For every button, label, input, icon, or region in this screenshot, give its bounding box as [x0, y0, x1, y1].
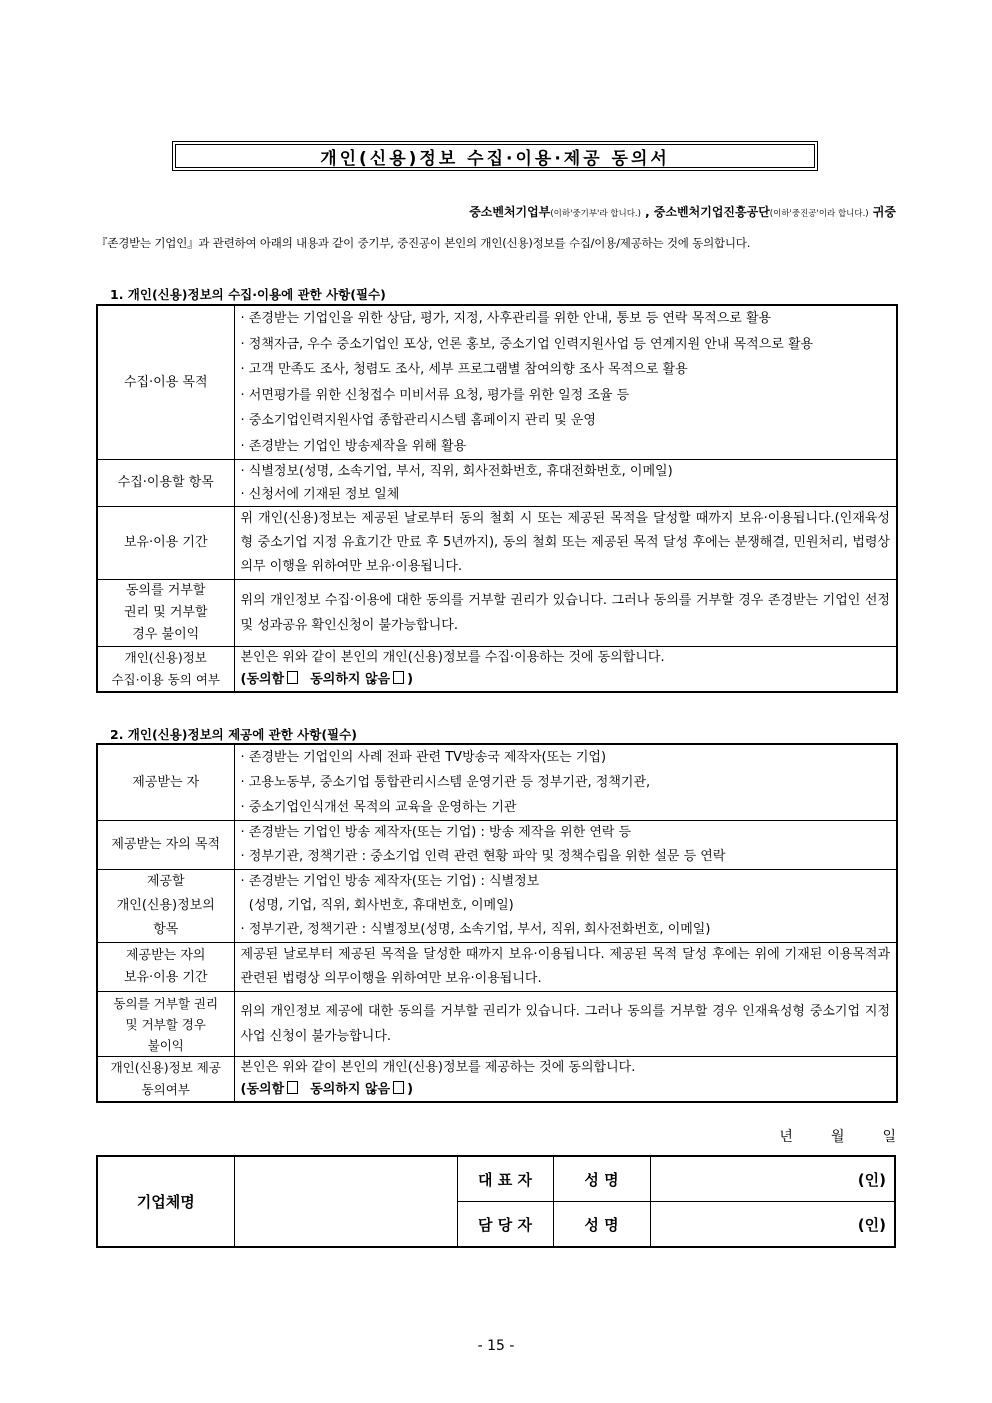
section2-table — [96, 743, 898, 1103]
section1-title: 1. 개인(신용)정보의 수집·이용에 관한 사항(필수) — [110, 287, 386, 302]
list-item: · 정책자금, 우수 중소기업인 포상, 언론 홍보, 중소기업 인력지원사업 등 연계지원 안내 목적으로 활용 — [240, 336, 814, 352]
addressee-line — [469, 203, 896, 220]
page-number: - 15 - — [477, 1338, 515, 1354]
disagree-checkbox[interactable] — [393, 1081, 404, 1094]
s1-purpose-content — [234, 305, 897, 460]
label-line: 개인(신용)정보 — [124, 650, 207, 665]
date-month[interactable]: 월 — [830, 1129, 845, 1145]
rep-seal-mark: (인) — [857, 1170, 886, 1189]
addressee-org2: 중소벤처기업진흥공단 — [653, 205, 770, 219]
signature-table — [96, 1155, 896, 1248]
s2-purpose-label: 제공받는 자의 목적 — [97, 821, 234, 870]
label-line: 동의를 거부할 — [126, 583, 206, 598]
agree-label: 동의함 — [246, 672, 285, 687]
list-item: · 존경받는 기업인 방송 제작자(또는 기업) : 방송 제작을 위한 연락 등 — [240, 825, 632, 840]
list-item: · 정부기관, 정책기관 : 식별정보(성명, 소속기업, 부서, 직위, 회사전화번호, 이메일) — [240, 922, 711, 937]
document-title: 개인(신용)정보 수집·이용·제공 동의서 — [175, 144, 815, 168]
s2-refuse-row — [97, 992, 897, 1057]
list-item: · 신청서에 기재된 정보 일체 — [240, 487, 400, 502]
consent-options — [241, 669, 891, 691]
s1-items-row — [97, 460, 897, 507]
s1-period-label: 보유·이용 기간 — [97, 507, 234, 580]
s1-refuse-content: 위의 개인정보 수집·이용에 대한 동의를 거부할 권리가 있습니다. 그러나 동의를 거부할 경우 존경받는 기업인 선정 및 성과공유 확인신청이 불가능합니다. — [234, 580, 897, 647]
list-item: (성명, 기업, 직위, 회사번호, 휴대번호, 이메일) — [240, 898, 514, 913]
s1-consent-row — [97, 647, 897, 693]
label-line: 및 거부할 경우 — [125, 1016, 206, 1032]
paren-close: ) — [407, 672, 414, 687]
s1-purpose-label: 수집·이용 목적 — [97, 305, 234, 460]
consent-options — [241, 1079, 891, 1101]
s1-period-content: 위 개인(신용)정보는 제공된 날로부터 동의 철회 시 또는 제공된 목적을 달성할 때까지 보유·이용됩니다.(인재육성형 중소기업 지정 유효기간 만료 후 5년까지), 동의 철회 또는 제공된 목적 달성 후에는 분쟁해결, 민원처리, 법령상 의무 이행을 위하여만 보유·이용됩니다. — [234, 507, 897, 580]
label-line: 제공받는 자의 — [126, 948, 206, 963]
s2-period-content: 제공된 날로부터 제공된 목적을 달성한 때까지 보유·이용됩니다. 제공된 목적 달성 후에는 위에 기재된 이용목적과 관련된 법령상 의무이행을 위하여만 보유·이용됩니다. — [234, 943, 897, 992]
label-line: 동의를 거부할 권리 — [113, 995, 219, 1011]
section1-table — [96, 304, 898, 693]
s2-recipient-row — [97, 744, 897, 821]
s2-period-label — [97, 943, 234, 992]
list-item: · 존경받는 기업인 방송제작을 위해 활용 — [240, 438, 467, 454]
s1-items-content — [234, 460, 897, 507]
paren-close: ) — [407, 1082, 414, 1097]
list-item: · 고용노동부, 중소기업 통합관리시스템 운영기관 등 정부기관, 정책기관, — [240, 775, 651, 790]
company-name-label: 기업체명 — [97, 1156, 234, 1247]
label-line: 제공할 — [146, 874, 185, 889]
s2-items-row — [97, 870, 897, 943]
s1-purpose-row — [97, 305, 897, 460]
list-item: · 중소기업인식개선 목적의 교육을 운영하는 기관 — [240, 800, 517, 815]
consent-statement: 본인은 위와 같이 본인의 개인(신용)정보를 수집·이용하는 것에 동의합니다. — [240, 650, 665, 665]
document-title-box — [172, 141, 818, 171]
s1-refuse-row — [97, 580, 897, 647]
list-item: · 고객 만족도 조사, 청렴도 조사, 세부 프로그램별 참여의향 조사 목적으로 활용 — [240, 362, 688, 377]
s2-refuse-content: 위의 개인정보 제공에 대한 동의를 거부할 권리가 있습니다. 그러나 동의를 거부할 경우 인재육성형 중소기업 지정사업 신청이 불가능합니다. — [234, 992, 897, 1057]
intro-paragraph: 『존경받는 기업인』과 관련하여 아래의 내용과 같이 중기부, 중진공이 본인의 개인(신용)정보를 수집/이용/제공하는 것에 동의합니다. — [96, 236, 751, 250]
list-item: · 중소기업인력지원사업 종합관리시스템 홈페이지 관리 및 운영 — [240, 413, 596, 428]
s1-refuse-label — [97, 580, 234, 647]
s1-consent-label — [97, 647, 234, 693]
s1-consent-content — [234, 647, 897, 693]
label-line: 항목 — [153, 922, 179, 937]
mgr-seal-mark: (인) — [857, 1215, 886, 1234]
label-line: 불이익 — [147, 1037, 184, 1053]
addressee-sep: , — [640, 205, 654, 219]
s2-refuse-label — [97, 992, 234, 1057]
s1-period-row — [97, 507, 897, 580]
mgr-name-label: 성 명 — [553, 1202, 650, 1248]
disagree-label: 동의하지 않음 — [310, 1082, 391, 1097]
s2-items-label — [97, 870, 234, 943]
s2-purpose-row — [97, 821, 897, 870]
date-year[interactable]: 년 — [779, 1129, 793, 1145]
list-item: · 존경받는 기업인을 위한 상담, 평가, 지정, 사후관리를 위한 안내, 통보 등 연락 목적으로 활용 — [240, 311, 772, 326]
label-line: 개인(신용)정보 제공 — [110, 1060, 221, 1075]
addressee-org1: 중소벤처기업부 — [469, 205, 551, 219]
label-line: 경우 불이익 — [132, 627, 200, 642]
label-line: 권리 및 거부할 — [123, 605, 208, 620]
section2-title: 2. 개인(신용)정보의 제공에 관한 사항(필수) — [110, 727, 357, 742]
s2-consent-content — [234, 1057, 897, 1103]
date-day[interactable]: 일 — [882, 1129, 896, 1145]
label-line: 보유·이용 기간 — [123, 970, 208, 985]
representative-label: 대 표 자 — [457, 1156, 553, 1202]
rep-signature-field[interactable] — [650, 1156, 895, 1202]
consent-statement: 본인은 위와 같이 본인의 개인(신용)정보를 제공하는 것에 동의합니다. — [240, 1060, 636, 1075]
label-line: 개인(신용)정보의 — [116, 898, 215, 913]
manager-label: 담 당 자 — [457, 1202, 553, 1248]
list-item: · 식별정보(성명, 소속기업, 부서, 직위, 회사전화번호, 휴대전화번호, 이메일) — [240, 464, 673, 479]
s1-items-label: 수집·이용할 항목 — [97, 460, 234, 507]
agree-label: 동의함 — [246, 1082, 285, 1097]
paren-open: ( — [240, 1082, 247, 1097]
list-item: · 서면평가를 위한 신청접수 미비서류 요청, 평가를 위한 일정 조율 등 — [240, 387, 630, 403]
agree-checkbox[interactable] — [287, 671, 298, 684]
s2-recipient-label: 제공받는 자 — [97, 744, 234, 821]
mgr-signature-field[interactable] — [650, 1202, 895, 1248]
label-line: 동의여부 — [141, 1082, 190, 1097]
addressee-org1-note: (이하'중기부'라 합니다.) — [550, 209, 641, 219]
company-name-field[interactable] — [234, 1156, 457, 1247]
s2-consent-label — [97, 1057, 234, 1103]
rep-name-label: 성 명 — [553, 1156, 650, 1202]
disagree-label: 동의하지 않음 — [310, 672, 391, 687]
s2-period-row — [97, 943, 897, 992]
list-item: · 존경받는 기업인의 사례 전파 관련 TV방송국 제작자(또는 기업) — [240, 750, 607, 765]
paren-open: ( — [240, 672, 247, 687]
date-line — [741, 1126, 896, 1146]
s2-items-content — [234, 870, 897, 943]
addressee-org2-note: (이하'중진공'이라 합니다.) — [769, 209, 869, 219]
s2-recipient-content — [234, 744, 897, 821]
list-item: · 존경받는 기업인 방송 제작자(또는 기업) : 식별정보 — [240, 874, 540, 889]
s2-consent-row — [97, 1057, 897, 1103]
list-item: · 정부기관, 정책기관 : 중소기업 인력 관련 현황 파악 및 정책수립을 위한 설문 등 연락 — [240, 849, 726, 864]
s2-purpose-content — [234, 821, 897, 870]
addressee-suffix: 귀중 — [868, 205, 896, 219]
label-line: 수집·이용 동의 여부 — [111, 672, 221, 687]
agree-checkbox[interactable] — [287, 1081, 298, 1094]
disagree-checkbox[interactable] — [393, 671, 404, 684]
